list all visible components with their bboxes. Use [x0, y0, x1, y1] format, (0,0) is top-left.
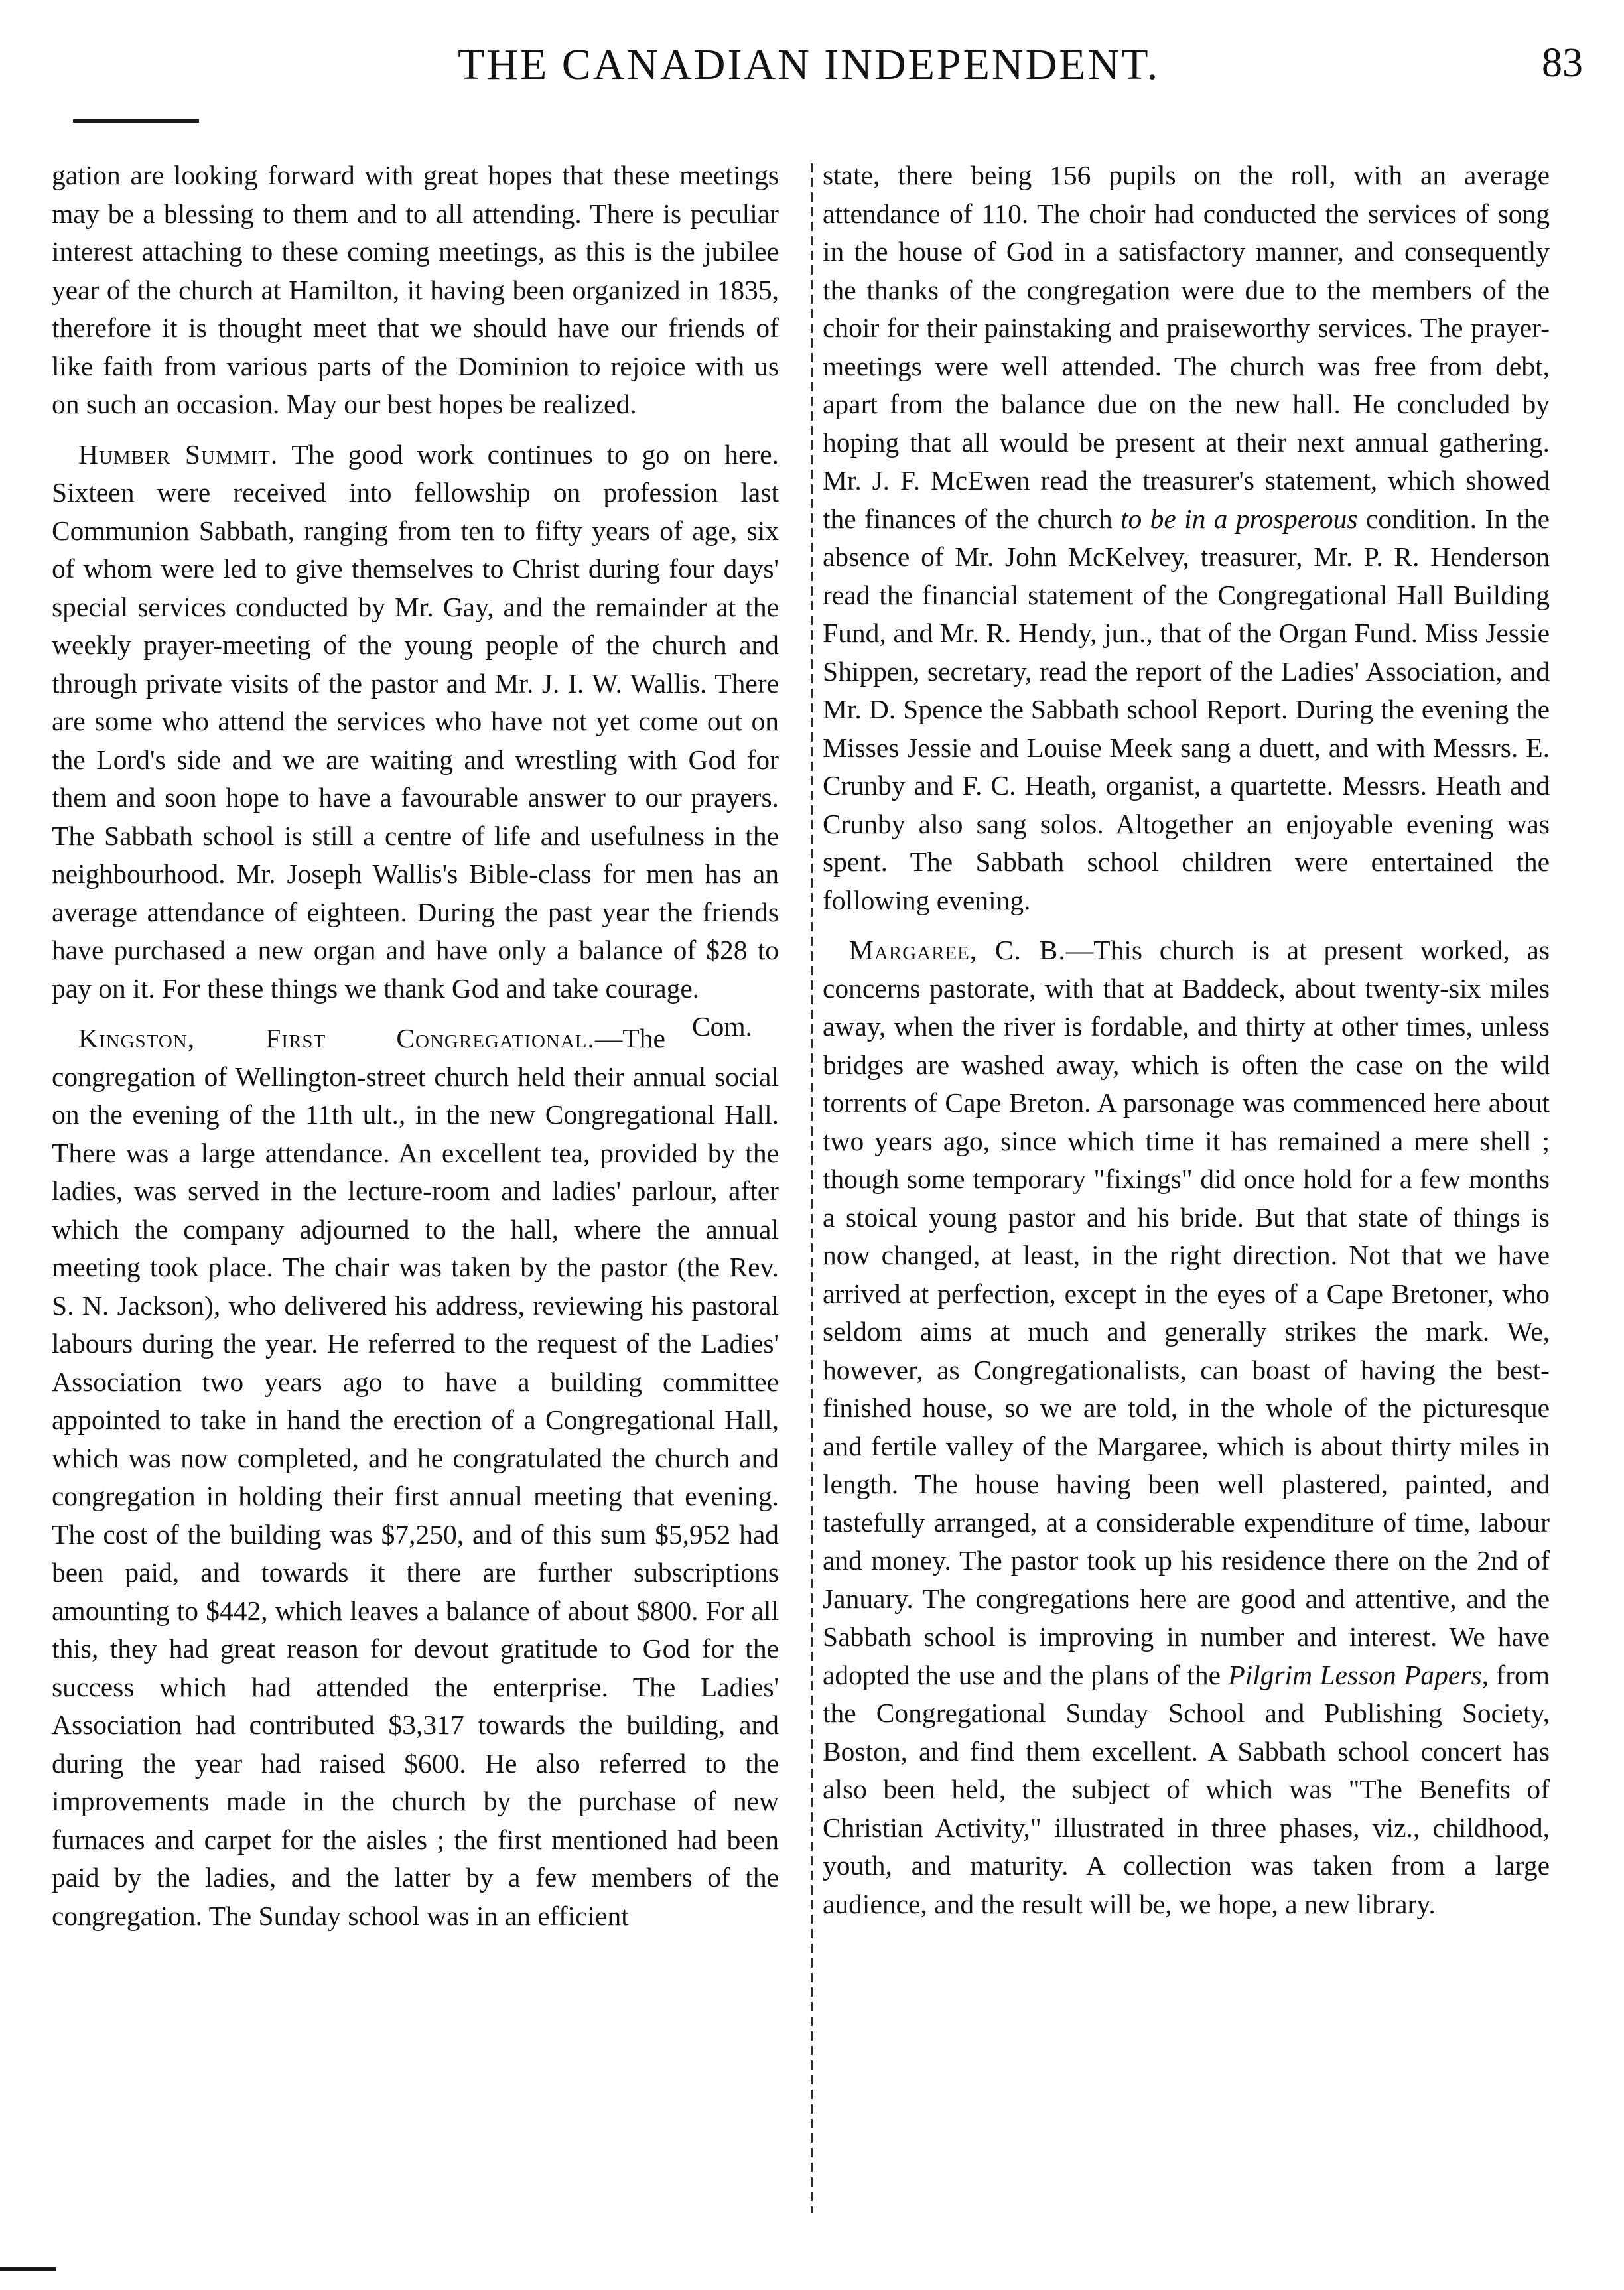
- article-continuation-text: gation are looking forward with great hopes that these meetings may be a blessing to them and to all attending. There is peculiar interest attaching to these coming meetings, as this is the jubilee year of the church at Hamilton, it having been organized in 1835, therefore it is thought meet that we should have our friends of like faith from various parts of the Dominion to rejoice with us on such an occasion. May our best hopes be realized.: [52, 160, 779, 419]
- article-heading: Humber Summit.: [78, 438, 279, 470]
- article-body: state, there being 156 pupils on the roll, with an average attendance of 110. The choir had conducted the services of song in the house of God in a satisfactory manner, and consequently the thanks of the congregation were due to the members of the choir for their painstaking and praiseworthy services. The prayer-meetings were well attended. The church was free from debt, apart from the balance due on the new hall. He concluded by hoping that all would be present at their next annual gathering. Mr. J. F. McEwen read the treasurer's statement, which showed the finances of the church: [823, 160, 1550, 534]
- article-kingston: [52, 1020, 779, 1935]
- article-body: condition. In the absence of Mr. John McKelvey, treasurer, Mr. P. R. Henderson read the financial statement of the Congregational Hall Building Fund, and Mr. R. Hendy, jun., that of the Organ Fund. Miss Jessie Shippen, secretary, read the report of the Ladies' Association, and Mr. D. Spence the Sabbath school Report. During the evening the Misses Jessie and Louise Meek sang a duett, and with Messrs. E. Crunby and F. C. Heath, organist, a quartette. Messrs. Heath and Crunby also sang solos. Altogether an enjoyable evening was spent. The Sabbath school children were entertained the following evening.: [823, 503, 1550, 915]
- article-body: —The congregation of Wellington-street church held their annual social on the evening of the 11th ult., in the new Congregational Hall. There was a large attendance. An excellent tea, provided by the ladies, was served in the lecture-room and ladies' parlour, after which the company adjourned to the hall, where the annual meeting took place. The chair was taken by the pastor (the Rev. S. N. Jackson), who delivered his address, reviewing his pastoral labours during the year. He referred to the request of the Ladies' Association two years ago to have a building committee appointed to take in hand the erection of a Congregational Hall, which was now completed, and he congratulated the church and congregation in holding their first annual meeting that evening. The cost of the building was $7,250, and of this sum $5,952 had been paid, and towards it there are further subscriptions amounting to $442, which leaves a balance of about $800. For all this, they had great reason for devout gratitude to God for the success which had attended the enterprise. The Ladies' Association had contributed $3,317 towards the building, and during the year had raised $600. He also referred to the improvements made in the church by the purchase of new furnaces and carpet for the aisles ; the first mentioned had been paid by the ladies, and the latter by a few members of the congregation. The Sunday school was in an efficient: [52, 1023, 779, 1931]
- page-number: 83: [1542, 40, 1583, 86]
- journal-title: THE CANADIAN INDEPENDENT.: [458, 40, 1160, 89]
- right-column: [823, 157, 1550, 2220]
- article-heading: Kingston, First Congregational.: [78, 1023, 595, 1053]
- article-italic-phrase: to be in a prosperous: [1120, 503, 1358, 534]
- left-column: [52, 157, 779, 2220]
- article-kingston-continued: [823, 157, 1550, 919]
- article-italic-title: Pilgrim Lesson Papers,: [1228, 1659, 1489, 1690]
- running-head: [0, 34, 1624, 94]
- header-rule: [73, 119, 199, 123]
- article-heading: Margaree, C. B.: [849, 935, 1066, 965]
- column-divider: [811, 163, 813, 2213]
- article-continuation: [52, 157, 779, 424]
- article-body: from the Congregational Sunday School and Publishing Society, Boston, and find them excellent. A Sabbath school concert has also been held, the subject of which was "The Benefits of Christian Activity," illustrated in three phases, viz., childhood, youth, and maturity. A collection was taken from a large audience, and the result will be, we hope, a new library.: [823, 1659, 1550, 1919]
- article-body: The good work continues to go on here. Sixteen were received into fellowship on profession last Communion Sabbath, ranging from ten to fifty years of age, six of whom were led to give themselves to Christ during four days' special services conducted by Mr. Gay, and the remainder at the weekly prayer-meeting of the young people of the church and through private visits of the pastor and Mr. J. I. W. Wallis. There are some who attend the services who have not yet come out on the Lord's side and we are waiting and wrestling with God for them and soon hope to have a favourable answer to our prayers. The Sabbath school is still a centre of life and usefulness in the neighbourhood. Mr. Joseph Wallis's Bible-class for men has an average attendance of eighteen. During the past year the friends have purchased a new organ and have only a balance of $28 to pay on it. For these things we thank God and take courage.: [52, 438, 779, 1004]
- article-body: —This church is at present worked, as concerns pastorate, with that at Baddeck, about twenty-six miles away, when the river is fordable, and thirty at other times, unless bridges are washed away, which is often the case on the wild torrents of Cape Breton. A parsonage was commenced here about two years ago, since which time it has remained a mere shell ; though some temporary "fixings" did once hold for a few months a stoical young pastor and his bride. But that state of things is now changed, at least, in the right direction. Not that we have arrived at perfection, except in the eyes of a Cape Bretoner, who seldom aims at much and generally strikes the mark. We, however, as Congregationalists, can boast of having the best-finished house, so we are told, in the whole of the picturesque and fertile valley of the Margaree, which is about thirty miles in length. The house having been well plastered, painted, and tastefully arranged, at a considerable expenditure of time, labour and money. The pastor took up his residence there on the 2nd of January. The congregations here are good and attentive, and the Sabbath school is improving in number and interest. We have adopted the use and the plans of the: [823, 935, 1550, 1690]
- article-signature: Com.: [691, 1011, 752, 1042]
- footer-mark: [0, 2267, 56, 2271]
- article-margaree: [823, 931, 1550, 1923]
